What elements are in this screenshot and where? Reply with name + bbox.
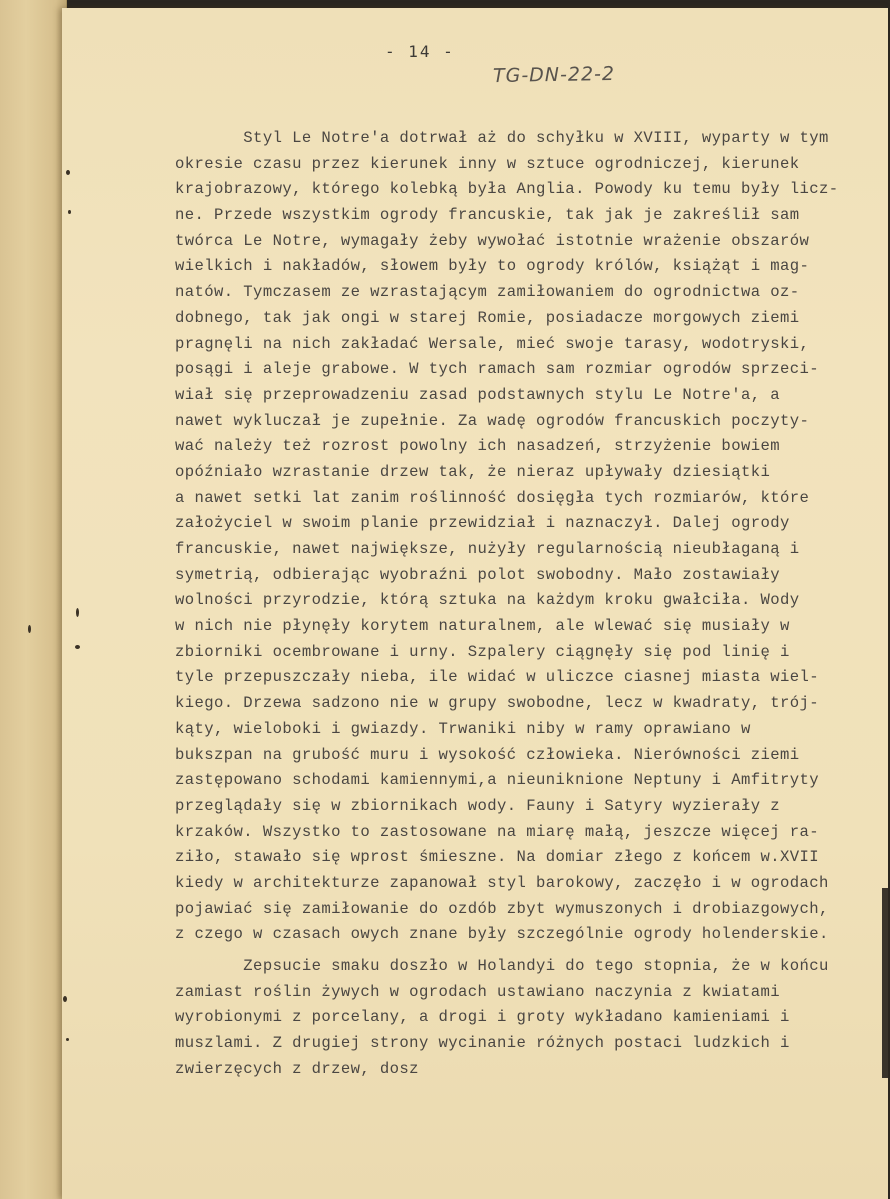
text-line: zwierzęcych z drzew, dosz: [175, 1059, 419, 1078]
paragraph: [175, 954, 885, 1082]
ink-speck: [63, 996, 67, 1002]
text-line: posągi i aleje grabowe. W tych ramach sam rozmiar ogrodów sprzeci-: [175, 360, 820, 379]
text-line: wielkich i nakładów, słowem były to ogrody królów, książąt i mag-: [175, 257, 810, 276]
text-line: w nich nie płynęły korytem naturalnem, ale wlewać się musiały w: [175, 617, 790, 636]
text-line: kąty, wieloboki i gwiazdy. Trwaniki niby w ramy oprawiano w: [175, 719, 751, 738]
text-line: wać należy też rozrost powolny ich nasadzeń, strzyżenie bowiem: [175, 437, 780, 456]
text-line: opóźniało wzrastanie drzew tak, że nieraz upływały dziesiątki: [175, 462, 771, 481]
archive-signature: TG-DN-22-2: [492, 62, 616, 88]
text-line: tyle przepuszczały nieba, ile widać w uliczce ciasnej miasta wiel-: [175, 668, 820, 687]
text-line: zastępowano schodami kamiennymi,a nieuniknione Neptuny i Amfitryty: [175, 771, 820, 790]
text-line: nawet wykluczał je zupełnie. Za wadę ogrodów francuskich poczyty-: [175, 411, 810, 430]
text-line: krzaków. Wszystko to zastosowane na miarę małą, jeszcze więcej ra-: [175, 822, 820, 841]
text-line: przeglądały się w zbiornikach wody. Fauny i Satyry wyzierały z: [175, 796, 780, 815]
text-line: ne. Przede wszystkim ogrody francuskie, tak jak je zakreślił sam: [175, 206, 800, 225]
text-line: ziło, stawało się wprost śmieszne. Na domiar złego z końcem w.XVII: [175, 848, 820, 867]
text-line: wyrobionymi z porcelany, a drogi i groty wykładano kamieniami i: [175, 1008, 790, 1027]
text-line: wiał się przeprowadzeniu zasad podstawnych stylu Le Notre'a, a: [175, 385, 780, 404]
text-line: krajobrazowy, którego kolebką była Anglia. Powody ku temu były licz-: [175, 180, 839, 199]
document-body: [175, 126, 885, 1082]
text-line: kiego. Drzewa sadzono nie w grupy swobodne, lecz w kwadraty, trój-: [175, 694, 820, 713]
ink-speck: [28, 625, 31, 633]
text-line: symetrią, odbierając wyobraźni polot swobodny. Mało zostawiały: [175, 565, 780, 584]
text-line: twórca Le Notre, wymagały żeby wywołać istotnie wrażenie obszarów: [175, 231, 810, 250]
ink-speck: [75, 645, 80, 649]
text-line: z czego w czasach owych znane były szczególnie ogrody holenderskie.: [175, 925, 829, 944]
text-line: Styl Le Notre'a dotrwał aż do schyłku w XVIII, wyparty w tym: [175, 129, 829, 147]
text-line: a nawet setki lat zanim roślinność dosięgła tych rozmiarów, które: [175, 488, 810, 507]
text-line: założyciel w swoim planie przewidział i naznaczył. Dalej ogrody: [175, 514, 790, 533]
ink-speck: [76, 608, 79, 617]
text-line: francuskie, nawet największe, nużyły regularnością nieubłaganą i: [175, 540, 800, 558]
text-line: okresie czasu przez kierunek inny w sztuce ogrodniczej, kierunek: [175, 154, 800, 173]
page-number: - 14 -: [385, 42, 455, 61]
text-line: Zepsucie smaku doszło w Holandyi do tego stopnia, że w końcu: [175, 957, 829, 975]
text-line: pojawiać się zamiłowanie do ozdób zbyt wymuszonych i drobiazgowych,: [175, 899, 829, 918]
text-line: dobnego, tak jak ongi w starej Romie, posiadacze morgowych ziemi: [175, 308, 800, 327]
ink-speck: [66, 1038, 69, 1041]
text-line: zamiast roślin żywych w ogrodach ustawiano naczynia z kwiatami: [175, 982, 780, 1001]
text-line: wolności przyrodzie, którą sztuka na każdym kroku gwałciła. Wody: [175, 591, 800, 610]
ink-speck: [66, 170, 70, 175]
ink-speck: [68, 210, 71, 214]
text-line: zbiorniki ocembrowane i urny. Szpalery ciągnęły się pod linię i: [175, 642, 790, 661]
text-line: natów. Tymczasem ze wzrastającym zamiłowaniem do ogrodnictwa oz-: [175, 283, 800, 302]
text-line: kiedy w architekturze zapanował styl barokowy, zaczęło i w ogrodach: [175, 873, 829, 892]
text-line: muszlami. Z drugiej strony wycinanie różnych postaci ludzkich i: [175, 1034, 790, 1053]
text-line: bukszpan na grubość muru i wysokość człowieka. Nierówności ziemi: [175, 745, 800, 764]
underlying-page-edge: [0, 0, 67, 1199]
paragraph: [175, 126, 885, 948]
text-line: pragnęli na nich zakładać Wersale, mieć swoje tarasy, wodotryski,: [175, 334, 810, 353]
